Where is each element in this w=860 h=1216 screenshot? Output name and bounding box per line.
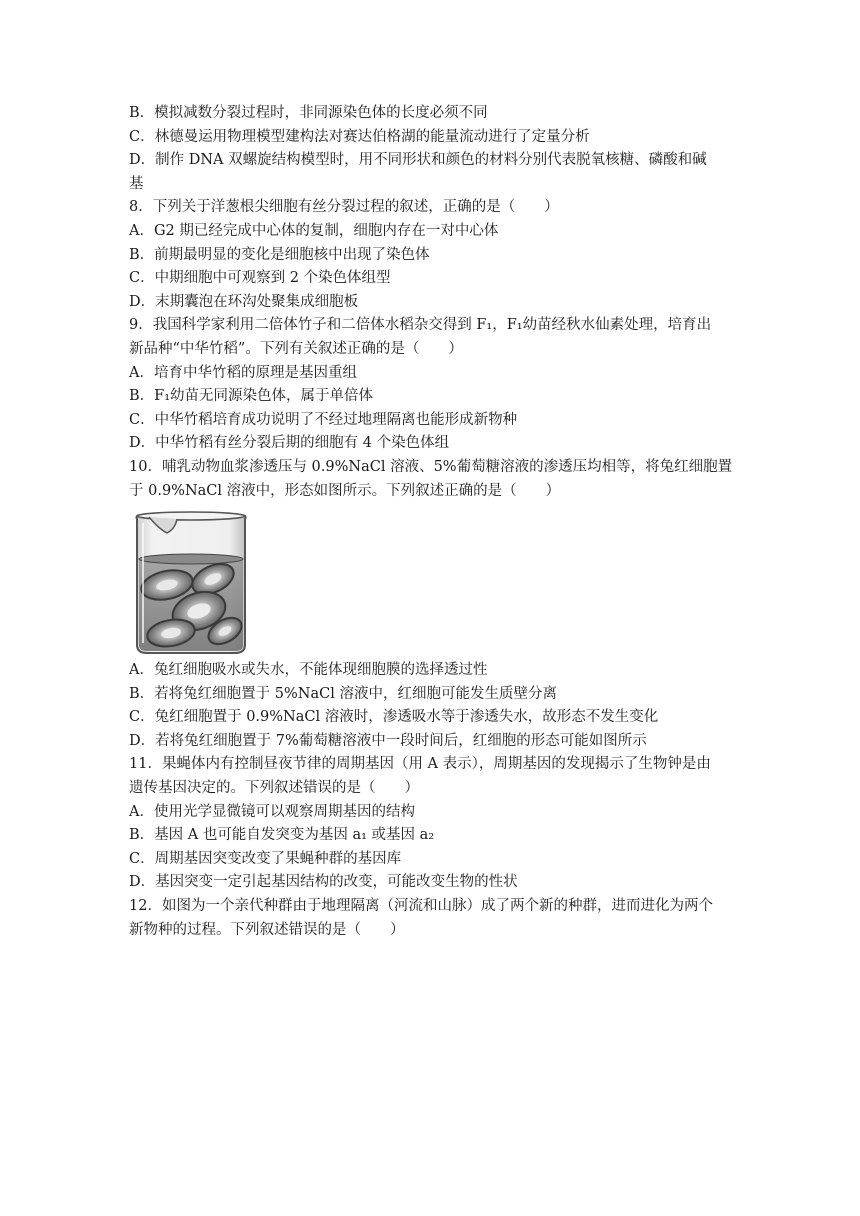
- option-9a: A．培育中华竹稻的原理是基因重组: [129, 364, 357, 381]
- option-9b: B．F₁幼苗无同源染色体，属于单倍体: [129, 388, 374, 405]
- text-block-bottom: [129, 659, 739, 942]
- text-block-top: [129, 102, 739, 503]
- option-9c: C．中华竹稻培育成功说明了不经过地理隔离也能形成新物种: [129, 411, 518, 428]
- question-10-stem-continued: 于 0.9%NaCl 溶液中，形态如图所示。下列叙述正确的是（ ）: [129, 482, 561, 499]
- beaker-with-red-blood-cells-illustration: [129, 507, 255, 657]
- option-10c: C．兔红细胞置于 0.9%NaCl 溶液时，渗透吸水等于渗透失水，故形态不发生变化: [129, 709, 659, 726]
- option-7d-continued: 基: [129, 175, 144, 192]
- option-8b: B．前期最明显的变化是细胞核中出现了染色体: [129, 246, 430, 263]
- option-8d: D．末期囊泡在环沟处聚集成细胞板: [129, 293, 359, 310]
- question-11-stem: 11．果蝇体内有控制昼夜节律的周期基因（用 A 表示），周期基因的发现揭示了生物钟是由: [129, 756, 711, 773]
- option-10d: D．若将兔红细胞置于 7%葡萄糖溶液中一段时间后，红细胞的形态可能如图所示: [129, 732, 647, 749]
- option-9d: D．中华竹稻有丝分裂后期的细胞有 4 个染色体组: [129, 435, 450, 452]
- question-12-stem-continued: 新物种的过程。下列叙述错误的是（ ）: [129, 921, 405, 938]
- question-9-stem: 9．我国科学家利用二倍体竹子和二倍体水稻杂交得到 F₁，F₁幼苗经秋水仙素处理，培育出: [129, 317, 712, 334]
- question-9-stem-continued: 新品种“中华竹稻”。下列有关叙述正确的是（ ）: [129, 340, 463, 357]
- option-11b: B．基因 A 也可能自发突变为基因 a₁ 或基因 a₂: [129, 827, 435, 844]
- question-8-stem: 8．下列关于洋葱根尖细胞有丝分裂过程的叙述，正确的是（ ）: [129, 199, 559, 216]
- question-10-stem: 10．哺乳动物血浆渗透压与 0.9%NaCl 溶液、5%葡萄糖溶液的渗透压均相等，将兔红细胞置: [129, 458, 733, 475]
- option-10b: B．若将兔红细胞置于 5%NaCl 溶液中，红细胞可能发生质壁分离: [129, 685, 557, 702]
- option-11c: C．周期基因突变改变了果蝇种群的基因库: [129, 850, 402, 867]
- document-page: [129, 102, 739, 942]
- question-11-stem-continued: 遗传基因决定的。下列叙述错误的是（ ）: [129, 780, 419, 797]
- beaker-figure: [129, 507, 739, 657]
- option-7d: D．制作 DNA 双螺旋结构模型时，用不同形状和颜色的材料分别代表脱氧核糖、磷酸和碱: [129, 152, 707, 169]
- option-7b: B．模拟减数分裂过程时，非同源染色体的长度必须不同: [129, 105, 488, 121]
- question-12-stem: 12．如图为一个亲代种群由于地理隔离（河流和山脉）成了两个新的种群，进而进化为两个: [129, 898, 713, 915]
- option-11a: A．使用光学显微镜可以观察周期基因的结构: [129, 803, 415, 820]
- option-8a: A．G2 期已经完成中心体的复制，细胞内存在一对中心体: [129, 222, 499, 239]
- option-10a: A．兔红细胞吸水或失水，不能体现细胞膜的选择透过性: [129, 662, 488, 679]
- option-8c: C．中期细胞中可观察到 2 个染色体组型: [129, 270, 391, 287]
- option-11d: D．基因突变一定引起基因结构的改变，可能改变生物的性状: [129, 874, 518, 891]
- option-7c: C．林德曼运用物理模型建构法对赛达伯格湖的能量流动进行了定量分析: [129, 128, 590, 145]
